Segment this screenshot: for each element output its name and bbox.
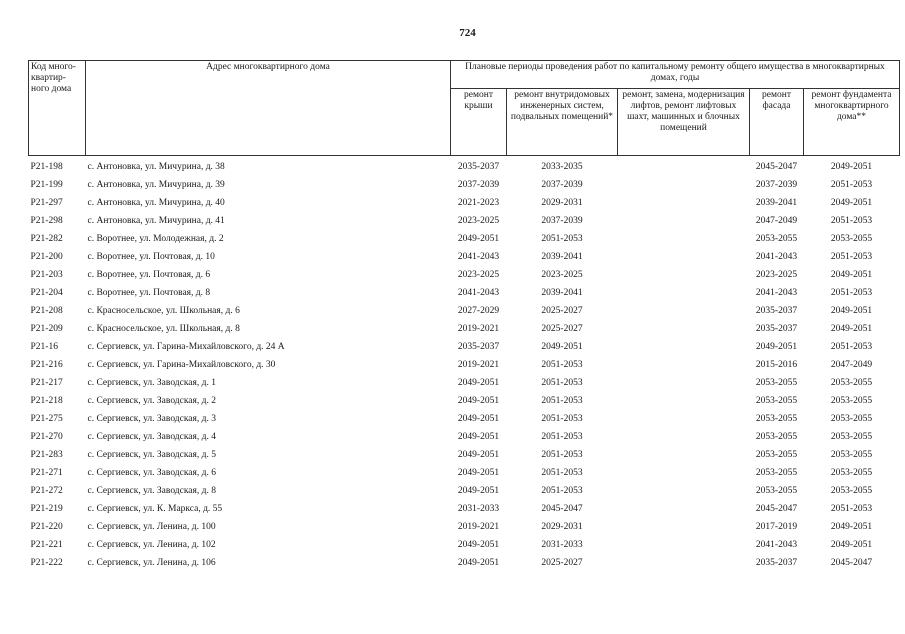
cell-roof: 2019-2021 [457,359,500,370]
cell-address: с. Сергиевск, ул. Заводская, д. 5 [87,449,216,460]
cell-roof: 2027-2029 [457,305,500,316]
cell-facade: 2041-2043 [755,251,798,262]
cell-engineering: 2029-2031 [541,521,583,532]
table-row [29,302,900,320]
cell-facade: 2045-2047 [755,161,798,172]
cell-roof: 2049-2051 [457,467,500,478]
table-row [29,156,900,177]
cell-address: с. Воротнее, ул. Почтовая, д. 6 [87,269,211,280]
table-row [29,194,900,212]
cell-foundation: 2053-2055 [830,395,873,406]
cell-elevators [618,536,750,554]
cell-facade: 2053-2055 [755,233,798,244]
cell-engineering: 2031-2033 [541,539,583,550]
cell-address: с. Сергиевск, ул. Заводская, д. 2 [87,395,216,406]
cell-elevators [618,248,750,266]
cell-elevators [618,266,750,284]
table-row [29,428,900,446]
cell-engineering: 2049-2051 [541,341,583,352]
table-row [29,266,900,284]
cell-elevators [618,302,750,320]
cell-elevators [618,410,750,428]
table-row [29,410,900,428]
cell-engineering: 2025-2027 [541,557,583,568]
cell-elevators [618,356,750,374]
cell-code: Р21-198 [30,161,63,172]
cell-facade: 2053-2055 [755,377,798,388]
cell-engineering: 2051-2053 [541,449,583,460]
cell-foundation: 2049-2051 [830,521,873,532]
cell-code: Р21-270 [30,431,63,442]
cell-foundation: 2053-2055 [830,485,873,496]
cell-foundation: 2053-2055 [830,431,873,442]
table-row [29,500,900,518]
table-row [29,248,900,266]
cell-facade: 2047-2049 [755,215,798,226]
cell-address: с. Сергиевск, ул. Гарина-Михайловского, д. 30 [87,359,276,370]
cell-roof: 2049-2051 [457,431,500,442]
header-address: Адрес многоквартирного дома [86,61,451,156]
cell-code: Р21-218 [30,395,63,406]
cell-roof: 2049-2051 [457,413,500,424]
cell-roof: 2049-2051 [457,557,500,568]
cell-facade: 2053-2055 [755,467,798,478]
cell-facade: 2041-2043 [755,539,798,550]
table-row [29,482,900,500]
cell-foundation: 2051-2053 [830,251,873,262]
header-facade: ремонт фасада [750,88,804,155]
cell-address: с. Сергиевск, ул. Ленина, д. 106 [87,557,216,568]
cell-roof: 2041-2043 [457,287,500,298]
cell-code: Р21-222 [30,557,63,568]
cell-address: с. Красносельское, ул. Школьная, д. 6 [87,305,240,316]
cell-foundation: 2053-2055 [830,233,873,244]
cell-roof: 2049-2051 [457,539,500,550]
cell-address: с. Сергиевск, ул. Ленина, д. 100 [87,521,216,532]
cell-engineering: 2023-2025 [541,269,583,280]
table-row [29,284,900,302]
cell-facade: 2035-2037 [755,557,798,568]
cell-address: с. Антоновка, ул. Мичурина, д. 41 [87,215,225,226]
cell-code: Р21-217 [30,377,63,388]
table-row [29,536,900,554]
cell-elevators [618,156,750,177]
header-code: Код много-квартир-ного дома [29,61,86,156]
header-foundation: ремонт фундамента многоквартирного дома** [804,88,900,155]
cell-engineering: 2025-2027 [541,323,583,334]
cell-address: с. Красносельское, ул. Школьная, д. 8 [87,323,240,334]
cell-code: Р21-200 [30,251,63,262]
cell-roof: 2019-2021 [457,521,500,532]
cell-roof: 2023-2025 [457,269,500,280]
cell-foundation: 2053-2055 [830,377,873,388]
cell-code: Р21-283 [30,449,63,460]
table-row [29,464,900,482]
cell-facade: 2053-2055 [755,413,798,424]
table-row [29,338,900,356]
cell-code: Р21-282 [30,233,63,244]
cell-elevators [618,338,750,356]
cell-code: Р21-209 [30,323,63,334]
cell-roof: 2023-2025 [457,215,500,226]
cell-elevators [618,500,750,518]
cell-engineering: 2051-2053 [541,377,583,388]
cell-roof: 2031-2033 [457,503,500,514]
capital-repair-table [28,60,900,572]
cell-roof: 2049-2051 [457,233,500,244]
cell-address: с. Сергиевск, ул. Заводская, д. 1 [87,377,216,388]
table-row [29,320,900,338]
cell-roof: 2049-2051 [457,449,500,460]
cell-elevators [618,284,750,302]
cell-code: Р21-203 [30,269,63,280]
cell-foundation: 2049-2051 [830,197,873,208]
cell-engineering: 2039-2041 [541,251,583,262]
cell-address: с. Воротнее, ул. Почтовая, д. 10 [87,251,215,262]
cell-foundation: 2051-2053 [830,503,873,514]
cell-code: Р21-272 [30,485,63,496]
cell-engineering: 2029-2031 [541,197,583,208]
cell-facade: 2039-2041 [755,197,798,208]
cell-address: с. Сергиевск, ул. Гарина-Михайловского, д. 24 А [87,341,285,352]
cell-code: Р21-216 [30,359,63,370]
cell-engineering: 2037-2039 [541,215,583,226]
cell-code: Р21-298 [30,215,63,226]
cell-code: Р21-221 [30,539,63,550]
cell-facade: 2053-2055 [755,395,798,406]
cell-code: Р21-199 [30,179,63,190]
cell-elevators [618,446,750,464]
table-row [29,374,900,392]
cell-foundation: 2051-2053 [830,287,873,298]
table-row [29,518,900,536]
cell-address: с. Антоновка, ул. Мичурина, д. 38 [87,161,225,172]
table-row [29,212,900,230]
cell-roof: 2037-2039 [457,179,500,190]
cell-address: с. Антоновка, ул. Мичурина, д. 40 [87,197,225,208]
cell-elevators [618,392,750,410]
cell-elevators [618,554,750,572]
cell-code: Р21-16 [30,341,58,352]
cell-foundation: 2049-2051 [830,269,873,280]
cell-facade: 2035-2037 [755,305,798,316]
cell-roof: 2041-2043 [457,251,500,262]
table-row [29,392,900,410]
table-row [29,230,900,248]
cell-address: с. Сергиевск, ул. Ленина, д. 102 [87,539,216,550]
cell-facade: 2053-2055 [755,431,798,442]
cell-address: с. Антоновка, ул. Мичурина, д. 39 [87,179,225,190]
cell-foundation: 2053-2055 [830,467,873,478]
cell-roof: 2035-2037 [457,161,500,172]
cell-code: Р21-275 [30,413,63,424]
cell-foundation: 2049-2051 [830,323,873,334]
cell-elevators [618,176,750,194]
cell-roof: 2035-2037 [457,341,500,352]
cell-facade: 2037-2039 [755,179,798,190]
cell-facade: 2041-2043 [755,287,798,298]
cell-elevators [618,212,750,230]
cell-code: Р21-271 [30,467,63,478]
cell-code: Р21-297 [30,197,63,208]
cell-engineering: 2037-2039 [541,179,583,190]
cell-address: с. Сергиевск, ул. Заводская, д. 4 [87,431,216,442]
cell-foundation: 2053-2055 [830,413,873,424]
cell-address: с. Сергиевск, ул. Заводская, д. 6 [87,467,216,478]
table-row [29,176,900,194]
cell-foundation: 2053-2055 [830,449,873,460]
cell-elevators [618,374,750,392]
header-engineering: ремонт внутридомовых инженерных систем, подвальных помещений* [507,88,618,155]
cell-elevators [618,320,750,338]
cell-elevators [618,428,750,446]
cell-address: с. Сергиевск, ул. К. Маркса, д. 55 [87,503,223,514]
cell-foundation: 2047-2049 [830,359,873,370]
cell-foundation: 2051-2053 [830,179,873,190]
cell-engineering: 2051-2053 [541,413,583,424]
cell-roof: 2019-2021 [457,323,500,334]
cell-foundation: 2045-2047 [830,557,873,568]
cell-elevators [618,230,750,248]
cell-roof: 2049-2051 [457,485,500,496]
cell-engineering: 2051-2053 [541,485,583,496]
cell-roof: 2049-2051 [457,395,500,406]
header-roof: ремонт крыши [451,88,507,155]
cell-facade: 2015-2016 [755,359,798,370]
cell-address: с. Сергиевск, ул. Заводская, д. 8 [87,485,216,496]
cell-foundation: 2049-2051 [830,539,873,550]
header-row-top [29,61,900,89]
cell-facade: 2045-2047 [755,503,798,514]
cell-elevators [618,194,750,212]
cell-code: Р21-219 [30,503,63,514]
cell-engineering: 2051-2053 [541,467,583,478]
cell-roof: 2021-2023 [457,197,500,208]
cell-engineering: 2051-2053 [541,233,583,244]
cell-engineering: 2033-2035 [541,161,583,172]
cell-facade: 2017-2019 [755,521,798,532]
cell-address: с. Воротнее, ул. Молодежная, д. 2 [87,233,224,244]
table-row [29,356,900,374]
cell-foundation: 2049-2051 [830,305,873,316]
cell-foundation: 2051-2053 [830,341,873,352]
cell-facade: 2053-2055 [755,485,798,496]
cell-foundation: 2051-2053 [830,215,873,226]
table-row [29,446,900,464]
cell-engineering: 2045-2047 [541,503,583,514]
cell-foundation: 2049-2051 [830,161,873,172]
cell-roof: 2049-2051 [457,377,500,388]
table-body [29,156,900,573]
cell-elevators [618,464,750,482]
cell-address: с. Сергиевск, ул. Заводская, д. 3 [87,413,216,424]
cell-facade: 2049-2051 [755,341,798,352]
cell-engineering: 2039-2041 [541,287,583,298]
header-elevators: ремонт, замена, модернизация лифтов, ремонт лифтовых шахт, машинных и блочных помещений [618,88,750,155]
cell-facade: 2035-2037 [755,323,798,334]
cell-engineering: 2051-2053 [541,395,583,406]
cell-engineering: 2025-2027 [541,305,583,316]
cell-address: с. Воротнее, ул. Почтовая, д. 8 [87,287,211,298]
cell-engineering: 2051-2053 [541,431,583,442]
cell-elevators [618,518,750,536]
cell-code: Р21-208 [30,305,63,316]
table-row [29,554,900,572]
header-periods-group: Плановые периоды проведения работ по капитальному ремонту общего имущества в многоквартирных домах, годы [451,61,900,89]
cell-facade: 2053-2055 [755,449,798,460]
cell-code: Р21-204 [30,287,63,298]
cell-facade: 2023-2025 [755,269,798,280]
cell-engineering: 2051-2053 [541,359,583,370]
cell-code: Р21-220 [30,521,63,532]
cell-elevators [618,482,750,500]
page-number: 724 [459,27,476,39]
